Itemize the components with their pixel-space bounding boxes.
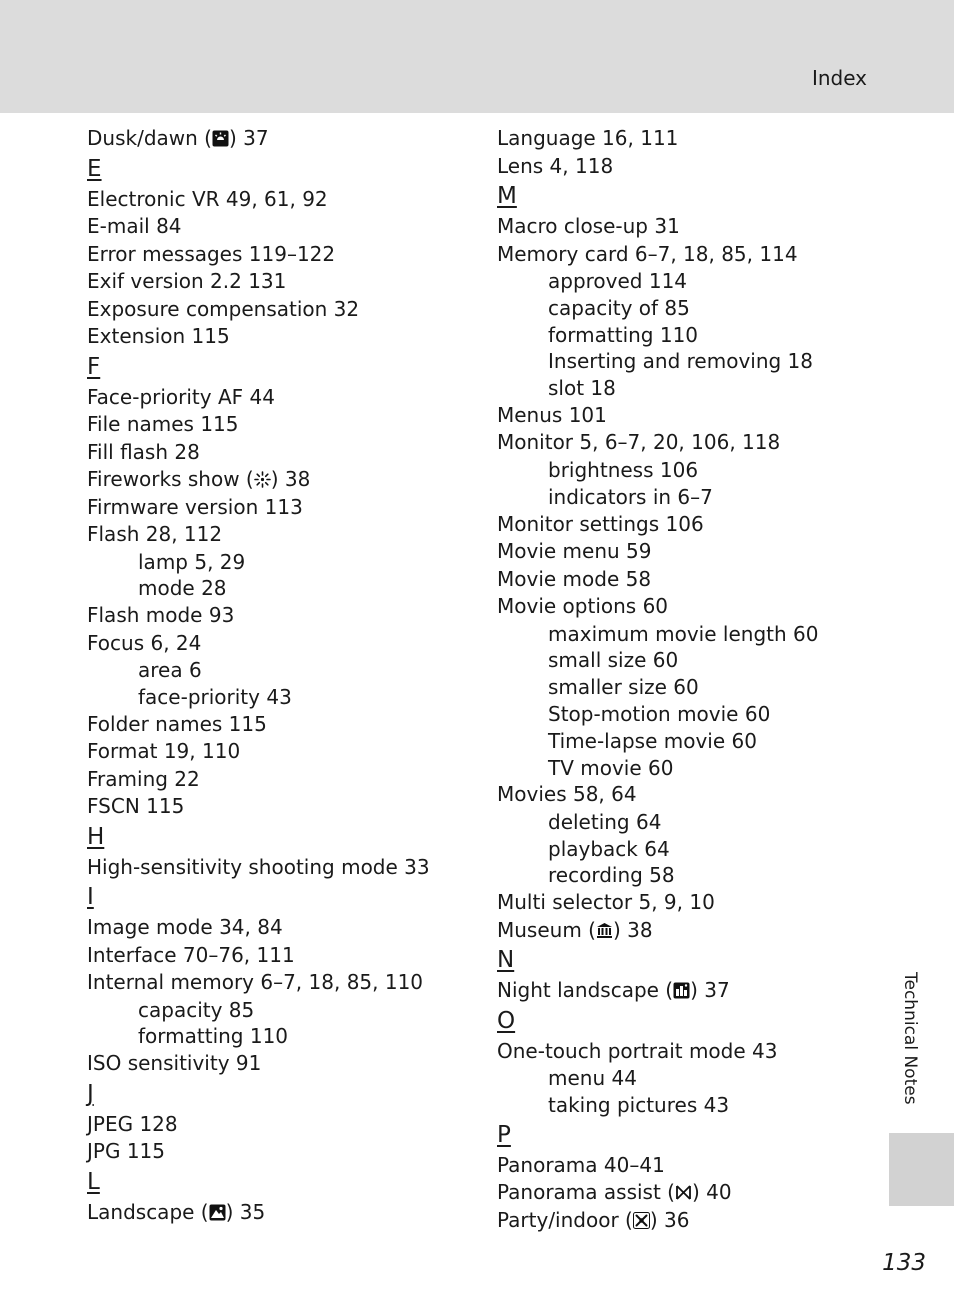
museum-icon	[596, 922, 613, 939]
index-column-right	[497, 125, 837, 1234]
entry-text: M	[497, 183, 517, 209]
page-header-title: Index	[811, 66, 867, 90]
entry-text: Format 19, 110	[87, 739, 241, 764]
index-entry	[87, 384, 467, 412]
index-subentry	[497, 621, 837, 648]
entry-text: High-sensitivity shooting mode 33	[87, 854, 430, 879]
entry-text: Exposure compensation 32	[87, 296, 360, 321]
entry-text: Macro close-up 31	[497, 214, 680, 238]
entry-text: Memory card 6–7, 18, 85, 114	[497, 241, 798, 266]
entry-text: ISO sensitivity 91	[87, 1051, 262, 1076]
index-subentry	[87, 657, 467, 684]
index-entry	[497, 1207, 837, 1235]
entry-text: formatting 110	[138, 1024, 289, 1049]
entry-text: TV movie 60	[548, 755, 674, 780]
index-letter-heading	[87, 153, 467, 186]
index-subentry	[87, 997, 467, 1024]
header-band	[0, 0, 954, 113]
entry-text: Movie menu 59	[497, 539, 652, 564]
entry-text: Lens 4, 118	[497, 153, 614, 178]
index-subentry	[497, 701, 837, 728]
entry-text: L	[87, 1168, 100, 1195]
entry-text: Monitor settings 106	[497, 511, 704, 536]
entry-text: Fireworks show (	[87, 467, 254, 491]
index-entry	[87, 969, 467, 997]
index-subentry	[497, 647, 837, 674]
entry-text: Electronic VR 49, 61, 92	[87, 186, 328, 211]
index-letter-heading	[87, 1078, 467, 1111]
index-entry	[87, 268, 467, 296]
entry-text: Party/indoor (	[497, 1207, 633, 1232]
entry-text: JPEG 128	[87, 1111, 178, 1136]
entry-text: I	[87, 884, 94, 911]
index-entry	[87, 630, 467, 658]
index-entry	[87, 296, 467, 324]
entry-text: playback 64	[548, 836, 670, 861]
entry-text: capacity 85	[138, 997, 255, 1022]
index-entry	[87, 602, 467, 630]
index-entry	[87, 241, 467, 269]
entry-text: Stop-motion movie 60	[548, 701, 771, 726]
entry-text: maximum movie length 60	[548, 621, 819, 646]
entry-page-ref: ) 37	[690, 978, 730, 1003]
entry-text: H	[87, 823, 105, 850]
index-letter-heading	[87, 351, 467, 384]
entry-text: O	[497, 1007, 516, 1034]
index-entry	[497, 889, 837, 917]
entry-text: JPG 115	[87, 1139, 165, 1164]
entry-text: E-mail 84	[87, 214, 182, 238]
entry-text: capacity of 85	[548, 295, 690, 320]
entry-text: area 6	[138, 658, 202, 683]
entry-text: J	[87, 1080, 94, 1107]
index-subentry	[497, 348, 837, 375]
index-subentry	[497, 457, 837, 484]
entry-text: File names 115	[87, 412, 239, 436]
entry-text: Museum (	[497, 917, 596, 942]
entry-text: F	[87, 353, 101, 380]
entry-text: Focus 6, 24	[87, 630, 202, 655]
dusk-dawn-icon	[212, 130, 229, 147]
entry-text: Movie mode 58	[497, 566, 652, 591]
entry-text: lamp 5, 29	[138, 549, 246, 574]
entry-text: Framing 22	[87, 766, 200, 791]
entry-text: Error messages 119–122	[87, 241, 336, 266]
index-entry	[497, 1179, 837, 1207]
index-subentry	[497, 375, 837, 402]
index-subentry	[87, 575, 467, 602]
entry-text: face-priority 43	[138, 684, 292, 709]
entry-text: Panorama assist (	[497, 1180, 675, 1205]
entry-text: Night landscape (	[497, 978, 674, 1003]
entry-text: Image mode 34, 84	[87, 915, 283, 940]
entry-text: formatting 110	[548, 322, 699, 347]
panorama-assist-icon	[675, 1184, 692, 1201]
index-subentry	[87, 1023, 467, 1050]
index-letter-heading	[497, 180, 837, 213]
entry-page-ref: ) 37	[228, 126, 269, 150]
index-entry	[87, 1138, 467, 1166]
index-subentry	[497, 295, 837, 322]
index-entry	[497, 917, 837, 945]
entry-text: E	[87, 155, 102, 182]
index-entry	[87, 521, 467, 549]
entry-text: Movies 58, 64	[497, 782, 637, 807]
index-subentry	[497, 268, 837, 295]
entry-text: approved 114	[548, 269, 688, 293]
index-entry	[497, 153, 837, 181]
entry-text: Flash 28, 112	[87, 522, 223, 546]
index-subentry	[497, 836, 837, 863]
page-number: 133	[882, 1250, 926, 1276]
index-entry	[497, 566, 837, 594]
index-entry	[87, 1111, 467, 1139]
index-subentry	[87, 549, 467, 576]
index-letter-heading	[497, 1119, 837, 1152]
index-entry	[497, 511, 837, 539]
index-letter-heading	[497, 944, 837, 977]
index-entry	[497, 125, 837, 153]
index-entry	[497, 781, 837, 809]
entry-text: recording 58	[548, 863, 675, 888]
index-entry	[87, 439, 467, 467]
entry-text: Landscape (	[87, 1199, 209, 1224]
index-entry	[497, 429, 837, 457]
index-entry	[497, 977, 837, 1005]
index-subentry	[497, 1065, 837, 1092]
fireworks-icon	[254, 471, 271, 488]
index-entry	[87, 766, 467, 794]
entry-text: Extension 115	[87, 324, 230, 348]
index-entry	[87, 738, 467, 766]
index-subentry	[497, 809, 837, 836]
index-subentry	[497, 728, 837, 755]
entry-page-ref: ) 36	[649, 1207, 690, 1232]
index-entry	[87, 1050, 467, 1078]
entry-text: Movie options 60	[497, 594, 669, 619]
entry-text: FSCN 115	[87, 794, 185, 819]
index-column-left	[87, 125, 467, 1226]
entry-page-ref: ) 38	[270, 467, 311, 491]
entry-text: slot 18	[548, 376, 616, 401]
index-subentry	[497, 755, 837, 782]
index-entry	[87, 1199, 467, 1227]
entry-text: Face-priority AF 44	[87, 384, 275, 409]
party-indoor-icon	[633, 1212, 650, 1229]
index-subentry	[497, 862, 837, 889]
entry-page-ref: ) 40	[691, 1180, 732, 1205]
entry-text: Fill flash 28	[87, 439, 200, 464]
entry-text: Inserting and removing 18	[548, 349, 814, 374]
section-side-label: Technical Notes	[900, 972, 920, 1105]
index-entry	[497, 593, 837, 621]
index-entry	[497, 1152, 837, 1180]
index-subentry	[497, 322, 837, 349]
entry-text: Menus 101	[497, 402, 607, 427]
landscape-icon	[209, 1204, 226, 1221]
index-letter-heading	[87, 821, 467, 854]
index-subentry	[497, 1092, 837, 1119]
index-subentry	[497, 484, 837, 511]
index-entry	[497, 538, 837, 566]
entry-page-ref: ) 35	[225, 1199, 266, 1224]
entry-text: Flash mode 93	[87, 603, 235, 628]
index-entry	[497, 241, 837, 269]
entry-text: Firmware version 113	[87, 494, 303, 519]
index-entry	[87, 411, 467, 439]
index-entry	[497, 213, 837, 241]
entry-text: Multi selector 5, 9, 10	[497, 890, 715, 915]
index-letter-heading	[87, 1166, 467, 1199]
entry-text: Panorama 40–41	[497, 1152, 665, 1177]
index-entry	[87, 323, 467, 351]
entry-text: N	[497, 947, 515, 974]
index-entry	[87, 711, 467, 739]
index-entry	[87, 125, 467, 153]
entry-text: Dusk/dawn (	[87, 126, 212, 150]
index-entry	[87, 914, 467, 942]
entry-text: Internal memory 6–7, 18, 85, 110	[87, 970, 424, 995]
entry-text: indicators in 6–7	[548, 484, 713, 509]
entry-text: mode 28	[138, 576, 227, 601]
entry-text: taking pictures 43	[548, 1093, 730, 1118]
index-letter-heading	[87, 881, 467, 914]
index-entry	[87, 793, 467, 821]
index-entry	[87, 186, 467, 214]
entry-text: brightness 106	[548, 457, 699, 482]
entry-text: menu 44	[548, 1066, 637, 1091]
entry-page-ref: ) 38	[612, 917, 653, 942]
index-letter-heading	[497, 1005, 837, 1038]
index-entry	[87, 854, 467, 882]
entry-text: deleting 64	[548, 809, 662, 834]
entry-text: small size 60	[548, 648, 679, 673]
entry-text: Interface 70–76, 111	[87, 942, 295, 967]
section-tab	[889, 1133, 954, 1206]
entry-text: Monitor 5, 6–7, 20, 106, 118	[497, 430, 781, 455]
index-subentry	[497, 674, 837, 701]
index-entry	[87, 942, 467, 970]
entry-text: Exif version 2.2 131	[87, 269, 287, 293]
index-subentry	[87, 684, 467, 711]
entry-text: Time-lapse movie 60	[548, 728, 757, 753]
entry-text: P	[497, 1121, 511, 1148]
index-entry	[87, 494, 467, 522]
index-entry	[87, 213, 467, 241]
index-entry	[87, 466, 467, 494]
index-entry	[497, 1038, 837, 1066]
night-landscape-icon	[673, 982, 690, 999]
entry-text: smaller size 60	[548, 675, 699, 700]
entry-text: Folder names 115	[87, 711, 267, 736]
index-entry	[497, 402, 837, 430]
entry-text: Language 16, 111	[497, 126, 679, 150]
entry-text: One-touch portrait mode 43	[497, 1038, 778, 1063]
